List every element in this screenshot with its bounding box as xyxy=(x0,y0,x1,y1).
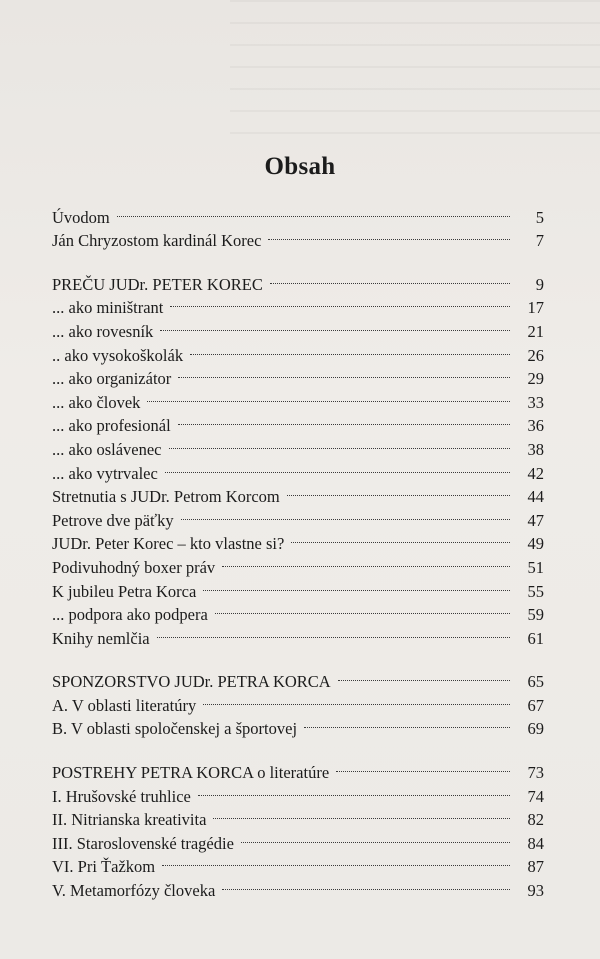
dot-leader xyxy=(287,472,510,497)
dot-leader xyxy=(162,842,510,867)
toc-entry-title: POSTREHY PETRA KORCA o literatúre xyxy=(52,763,330,783)
toc-page-number: 17 xyxy=(527,298,544,318)
dot-leader xyxy=(222,865,510,890)
table-of-contents xyxy=(52,198,544,915)
toc-entry-title: SPONZORSTVO JUDr. PETRA KORCA xyxy=(52,672,331,692)
toc-entry-title: III. Staroslovenské tragédie xyxy=(52,833,234,853)
dot-leader xyxy=(222,542,510,567)
dot-leader xyxy=(165,448,510,473)
toc-page-number: 65 xyxy=(527,672,544,692)
toc-entry-title: Petrove dve päťky xyxy=(52,510,174,530)
toc-entry-title: VI. Pri Ťažkom xyxy=(52,857,156,877)
toc-entry-title: .. ako vysokoškolák xyxy=(52,345,184,365)
toc-entry-title: ... podpora ako podpera xyxy=(52,605,208,625)
show-through-text xyxy=(230,0,600,150)
toc-page-number: 55 xyxy=(527,581,544,601)
toc-page-number: 69 xyxy=(527,719,544,739)
toc-page-number: 29 xyxy=(527,369,544,389)
dot-leader xyxy=(203,680,510,705)
toc-section xyxy=(52,663,544,739)
toc-page-number: 61 xyxy=(527,628,544,648)
toc-page-number: 47 xyxy=(527,510,544,530)
toc-page-number: 36 xyxy=(527,416,544,436)
toc-entry-title: I. Hrušovské truhlice xyxy=(52,786,191,806)
toc-entry-title: PREČU JUDr. PETER KOREC xyxy=(52,274,263,294)
dot-leader xyxy=(170,283,510,308)
dot-leader xyxy=(147,377,510,402)
toc-page-number: 82 xyxy=(527,810,544,830)
toc-entry-title: Ján Chryzostom kardinál Korec xyxy=(52,231,262,251)
toc-entry-title: B. V oblasti spoločenskej a športovej xyxy=(52,719,298,739)
toc-page-number: 26 xyxy=(527,345,544,365)
toc-section xyxy=(52,265,544,648)
dot-leader xyxy=(336,747,510,772)
toc-entry-title: ... ako vytrvalec xyxy=(52,463,158,483)
toc-page-number: 93 xyxy=(527,881,544,901)
toc-page-number: 49 xyxy=(527,534,544,554)
toc-entry-title: II. Nitrianska kreativita xyxy=(52,810,207,830)
toc-page-number: 73 xyxy=(527,763,544,783)
toc-section xyxy=(52,198,544,251)
toc-entry-title: K jubileu Petra Korca xyxy=(52,581,197,601)
toc-entry xyxy=(52,222,544,251)
toc-entry-title: ... ako rovesník xyxy=(52,321,154,341)
toc-entry-title: Úvodom xyxy=(52,207,110,227)
dot-leader xyxy=(291,519,510,544)
toc-entry-title: V. Metamorfózy človeka xyxy=(52,881,216,901)
dot-leader xyxy=(117,192,510,217)
dot-leader xyxy=(160,306,510,331)
toc-entry-title: Knihy nemlčia xyxy=(52,628,150,648)
dot-leader xyxy=(190,330,510,355)
toc-page-number: 5 xyxy=(535,207,544,227)
toc-entry-title: ... ako miništrant xyxy=(52,298,164,318)
toc-page-number: 67 xyxy=(527,695,544,715)
toc-entry-title: Podivuhodný boxer práv xyxy=(52,557,216,577)
dot-leader xyxy=(241,818,510,843)
toc-entry-title: ... ako človek xyxy=(52,392,141,412)
dot-leader xyxy=(178,354,510,379)
dot-leader xyxy=(213,795,510,820)
toc-page-number: 51 xyxy=(527,557,544,577)
toc-page-number: 7 xyxy=(535,231,544,251)
toc-entry-title: A. V oblasti literatúry xyxy=(52,695,197,715)
dot-leader xyxy=(157,613,510,638)
dot-leader xyxy=(203,566,510,591)
toc-page-number: 38 xyxy=(527,439,544,459)
page-title: Obsah xyxy=(264,153,336,180)
toc-entry-title: ... ako oslávenec xyxy=(52,439,162,459)
toc-page-number: 84 xyxy=(527,833,544,853)
toc-page-number: 59 xyxy=(527,605,544,625)
toc-page-number: 21 xyxy=(527,321,544,341)
dot-leader xyxy=(304,704,510,729)
dot-leader xyxy=(270,259,510,284)
toc-entry-title: ... ako profesionál xyxy=(52,416,171,436)
toc-page-number: 33 xyxy=(527,392,544,412)
dot-leader xyxy=(215,590,510,615)
toc-entry-title: Stretnutia s JUDr. Petrom Korcom xyxy=(52,487,280,507)
toc-page-number: 87 xyxy=(527,857,544,877)
dot-leader xyxy=(178,401,510,426)
toc-section xyxy=(52,753,544,901)
dot-leader xyxy=(181,495,510,520)
dot-leader xyxy=(169,424,511,449)
dot-leader xyxy=(198,771,510,796)
toc-page-number: 42 xyxy=(527,463,544,483)
dot-leader xyxy=(338,657,510,682)
toc-page-number: 44 xyxy=(527,487,544,507)
toc-entry-title: JUDr. Peter Korec – kto vlastne si? xyxy=(52,534,285,554)
dot-leader xyxy=(268,216,510,241)
toc-page-number: 9 xyxy=(535,274,544,294)
toc-page-number: 74 xyxy=(527,786,544,806)
toc-entry-title: ... ako organizátor xyxy=(52,369,172,389)
